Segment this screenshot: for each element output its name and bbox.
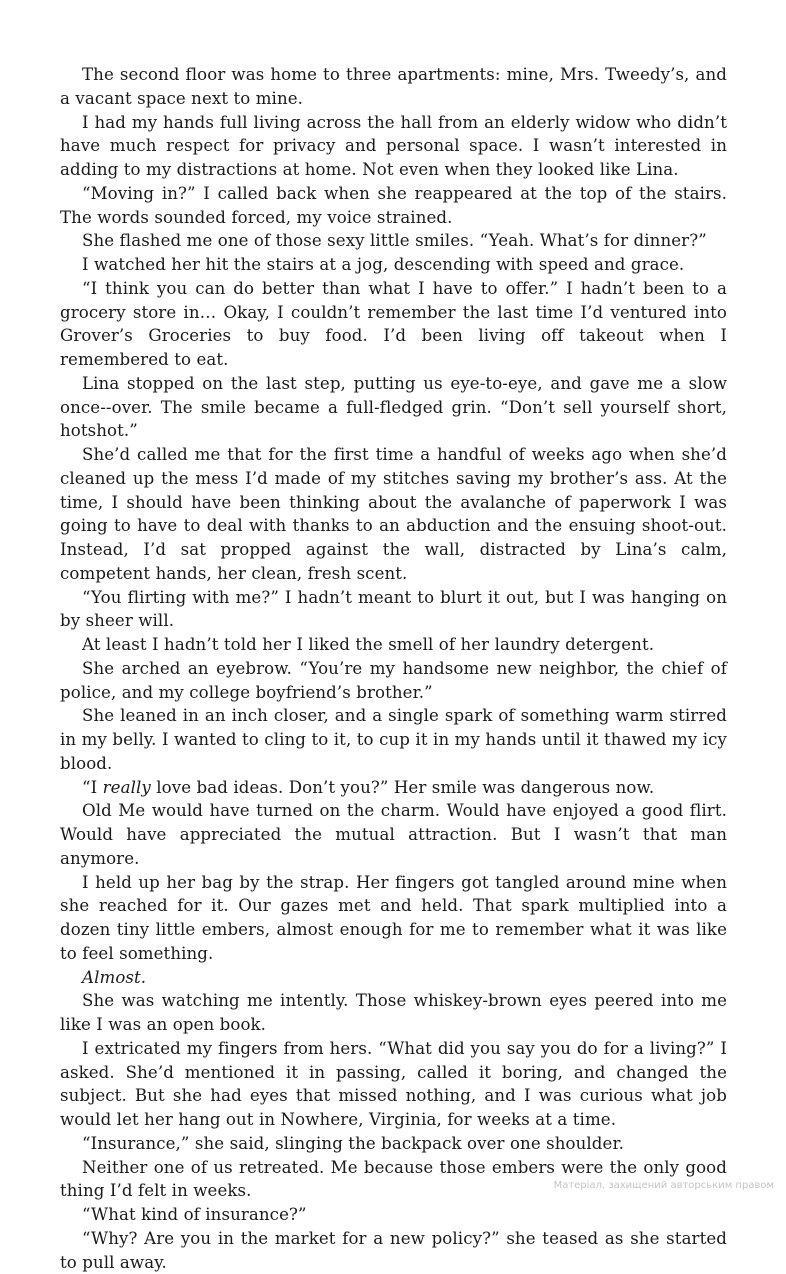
emphasis-almost: Almost.	[82, 967, 147, 987]
paragraph: She arched an eyebrow. “You’re my handsome new neighbor, the chief of police, and my college boyfriend’s brother.”	[60, 658, 727, 702]
paragraph-almost	[60, 966, 727, 990]
paragraph: She leaned in an inch closer, and a single spark of something warm stirred in my belly. I wanted to cling to it, to cup it in my hands until it thawed my icy blood.	[60, 706, 727, 773]
paragraph: “What kind of insurance?”	[82, 1205, 307, 1224]
paragraph: Old Me would have turned on the charm. Would have enjoyed a good flirt. Would have appreciated the mutual attraction. But I wasn’t that man anymore.	[60, 801, 727, 868]
paragraph: Neither one of us retreated. Me because those embers were the only good thing I’d felt in weeks.	[60, 1157, 727, 1201]
paragraph: I had my hands full living across the hall from an elderly widow who didn’t have much respect for privacy and personal space. I wasn’t interested in adding to my distractions at home. Not even when they looked like Lina.	[60, 112, 727, 179]
paragraph: She’d called me that for the first time a handful of weeks ago when she’d cleaned up the mess I’d made of my stitches saving my brother’s ass. At the time, I should have been thinking about the avalanche of paperwork I was going to have to deal with thanks to an abduction and the ensuing shoot-out. Instead, I’d sat propped against the wall, distracted by Lina’s calm, competent hands, her clean, fresh scent.	[60, 445, 727, 583]
paragraph: At least I hadn’t told her I liked the smell of her laundry detergent.	[82, 635, 655, 654]
book-page	[60, 63, 727, 1274]
paragraph-really-quote	[60, 776, 727, 800]
paragraph: “I think you can do better than what I have to offer.” I hadn’t been to a grocery store in… Okay, I couldn’t remember the last time I’d ventured into Grover’s Groceries to buy food. I’d been living off takeout when I remembered to eat.	[60, 278, 727, 369]
paragraph: “Why? Are you in the market for a new policy?” she teased as she started to pull away.	[60, 1228, 727, 1272]
paragraph: “Insurance,” she said, slinging the backpack over one shoulder.	[82, 1133, 625, 1153]
quote-text-after: love bad ideas. Don’t you?” Her smile was dangerous now.	[150, 777, 655, 797]
paragraph: She was watching me intently. Those whiskey-brown eyes peered into me like I was an open book.	[60, 991, 727, 1034]
paragraph: Lina stopped on the last step, putting us eye-to-eye, and gave me a slow once--over. The smile became a full-fledged grin. “Don’t sell yourself short, hotshot.”	[60, 373, 727, 441]
paragraph: “You flirting with me?” I hadn’t meant to blurt it out, but I was hanging on by sheer will.	[60, 587, 727, 631]
paragraph: I watched her hit the stairs at a jog, descending with speed and grace.	[82, 255, 685, 274]
paragraph: She flashed me one of those sexy little smiles. “Yeah. What’s for dinner?”	[82, 231, 707, 251]
quote-text-before: “I	[82, 777, 103, 797]
copyright-watermark: Матеріал, захищений авторським правом	[553, 1180, 774, 1191]
paragraph: “Moving in?” I called back when she reappeared at the top of the stairs. The words sounded forced, my voice strained.	[60, 183, 727, 227]
emphasis-really: really	[102, 777, 151, 797]
paragraph: The second floor was home to three apartments: mine, Mrs. Tweedy’s, and a vacant space next to mine.	[60, 65, 727, 108]
paragraph: I extricated my fingers from hers. “What did you say you do for a living?” I asked. She’d mentioned it in passing, called it boring, and changed the subject. But she had eyes that missed nothing, and I was curious what job would let her hang out in Nowhere, Virginia, for weeks at a time.	[60, 1038, 727, 1129]
paragraph: I held up her bag by the strap. Her fingers got tangled around mine when she reached for it. Our gazes met and held. That spark multiplied into a dozen tiny little embers, almost enough for me to remember what it was like to feel something.	[60, 872, 727, 963]
